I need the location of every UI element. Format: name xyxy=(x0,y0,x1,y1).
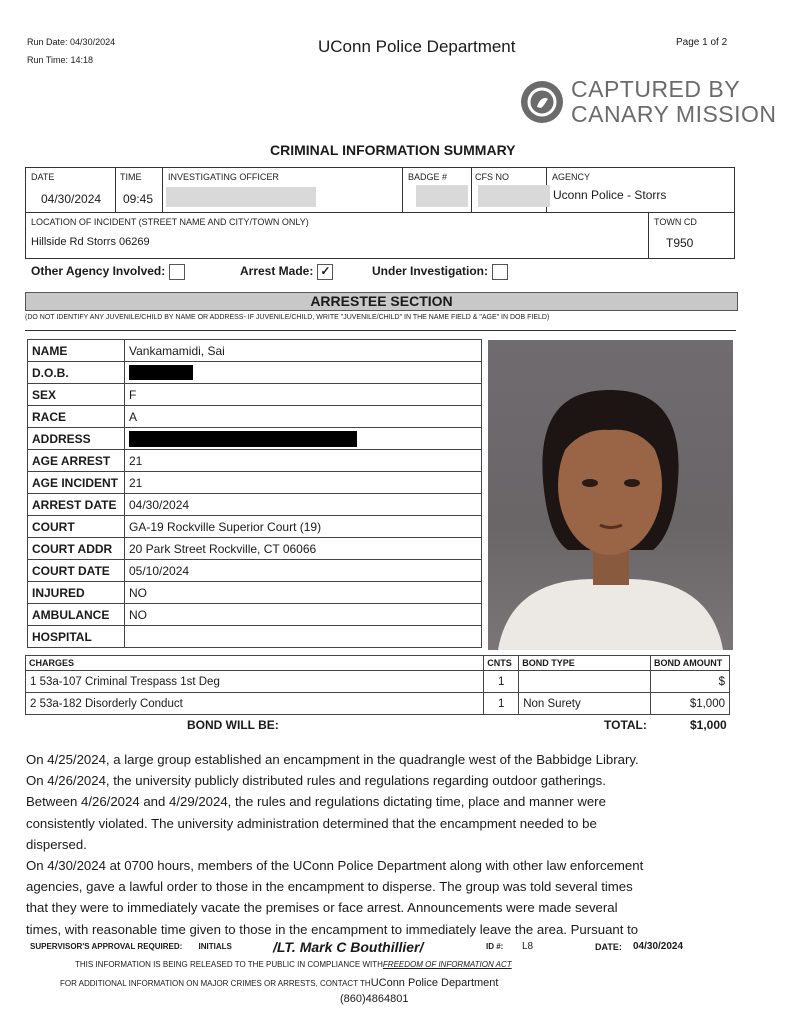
narrative-line: On 4/25/2024, a large group established an encampment in the quadrangle west of the Babbidge Library. xyxy=(26,752,639,767)
arrestee-field-label: ADDRESS xyxy=(28,428,125,450)
arrestee-section-title: ARRESTEE SECTION xyxy=(25,292,738,311)
charge-text: 1 53a-107 Criminal Trespass 1st Deg xyxy=(26,671,484,693)
bond-type xyxy=(519,671,651,693)
incident-time: 09:45 xyxy=(123,192,154,206)
narrative-line: On 4/26/2024, the university publicly distributed rules and regulations regarding outdoor gatherings. xyxy=(26,773,606,789)
arrestee-field-value: F xyxy=(125,384,482,406)
arrestee-row xyxy=(28,428,482,450)
arrestee-row xyxy=(28,582,482,604)
arrestee-field-label: ARREST DATE xyxy=(28,494,125,516)
arrestee-field-value xyxy=(125,428,482,450)
arrestee-field-label: NAME xyxy=(28,340,125,362)
incident-location: Hillside Rd Storrs 06269 xyxy=(31,236,150,248)
arrest-made-flag: Arrest Made: ✓ xyxy=(240,264,333,280)
arrestee-field-value: Vankamamidi, Sai xyxy=(125,340,482,362)
bond-will-be: BOND WILL BE: xyxy=(187,718,279,732)
arrestee-row xyxy=(28,362,482,384)
arrestee-field-label: AGE ARREST xyxy=(28,450,125,472)
charge-text: 2 53a-182 Disorderly Conduct xyxy=(26,693,484,715)
charges-table xyxy=(25,655,730,715)
arrestee-field-label: HOSPITAL xyxy=(28,626,125,648)
arrestee-row xyxy=(28,560,482,582)
agency: Uconn Police - Storrs xyxy=(553,188,667,202)
narrative-line: agencies, gave a lawful order to those in the encampment to disperse. The group was told several times xyxy=(26,879,633,895)
arrestee-field-label: INJURED xyxy=(28,582,125,604)
charge-row xyxy=(26,693,730,715)
incident-box: DATE 04/30/2024 TIME 09:45 INVESTIGATING OFFICER BADGE # CFS NO AGENCY Uconn Police - Storrs LOCATION OF INCIDENT (STREET NAME AND CITY/TOWN ONLY) Hillside Rd Storrs 06269 TOWN CD T950 xyxy=(25,167,735,259)
arrestee-row xyxy=(28,604,482,626)
bond-type: Non Surety xyxy=(519,693,651,715)
arrestee-field-value: 20 Park Street Rockville, CT 06066 xyxy=(125,538,482,560)
canary-logo-icon xyxy=(521,81,563,123)
narrative-line: dispersed. xyxy=(26,836,87,852)
supervisor-initials: /LT. Mark C Bouthillier/ xyxy=(273,939,424,955)
arrestee-row xyxy=(28,384,482,406)
arrestee-row xyxy=(28,472,482,494)
arrestee-field-value: 21 xyxy=(125,450,482,472)
charge-count: 1 xyxy=(484,693,519,715)
id-label: ID #: xyxy=(486,942,504,951)
arrestee-row xyxy=(28,494,482,516)
arrestee-field-value xyxy=(125,362,482,384)
bond-amount: $ xyxy=(651,671,730,693)
narrative-line: Between 4/26/2024 and 4/29/2024, the rules and regulations dictating time, place and manner were xyxy=(26,794,606,810)
arrestee-row xyxy=(28,450,482,472)
other-agency-checkbox xyxy=(169,264,185,280)
department-title: UConn Police Department xyxy=(318,37,516,56)
bond-amount: $1,000 xyxy=(651,693,730,715)
address-redaction xyxy=(129,431,357,447)
total-amount: $1,000 xyxy=(690,718,727,732)
charges-header: CHARGES xyxy=(26,656,484,671)
cnts-header: CNTS xyxy=(484,656,519,671)
other-agency-flag: Other Agency Involved: xyxy=(31,264,185,280)
officer-redaction xyxy=(166,187,316,207)
contact-phone: (860)4864801 xyxy=(340,993,409,1005)
release-line: THIS INFORMATION IS BEING RELEASED TO THE PUBLIC IN COMPLIANCE WITHFREEDOM OF INFORMATION ACT xyxy=(75,960,512,969)
footer-date: 04/30/2024 xyxy=(633,941,684,952)
id-value: L8 xyxy=(522,941,534,952)
arrestee-field-value: 05/10/2024 xyxy=(125,560,482,582)
total-label: TOTAL: xyxy=(604,718,647,732)
dob-redaction xyxy=(129,365,193,380)
arrestee-row xyxy=(28,626,482,648)
arrestee-row xyxy=(28,516,482,538)
arrestee-photo xyxy=(488,340,733,650)
arrestee-field-label: AGE INCIDENT xyxy=(28,472,125,494)
watermark-text: CAPTURED BY CANARY MISSION xyxy=(571,76,777,127)
arrestee-field-label: D.O.B. xyxy=(28,362,125,384)
arrestee-row xyxy=(28,340,482,362)
arrestee-field-value xyxy=(125,626,482,648)
narrative-line: On 4/30/2024 at 0700 hours, members of the UConn Police Department along with other law enforcement xyxy=(26,858,644,874)
arrestee-table xyxy=(27,339,482,648)
arrestee-field-label: COURT xyxy=(28,516,125,538)
narrative xyxy=(26,749,766,940)
narrative-line: times, with reasonable time given to those in the encampment to immediately leave the area. Pursuant to xyxy=(26,921,639,937)
arrestee-field-value: NO xyxy=(125,604,482,626)
bond-type-header: BOND TYPE xyxy=(519,656,651,671)
arrestee-field-value: A xyxy=(125,406,482,428)
arrestee-field-label: SEX xyxy=(28,384,125,406)
narrative-line: consistently violated. The university administration determined that the encampment needed to be xyxy=(26,815,597,831)
arrest-made-checkbox: ✓ xyxy=(317,264,333,280)
charge-count: 1 xyxy=(484,671,519,693)
incident-date: 04/30/2024 xyxy=(41,192,102,206)
town-code: T950 xyxy=(666,236,694,250)
arrestee-field-value: GA-19 Rockville Superior Court (19) xyxy=(125,516,482,538)
arrestee-row xyxy=(28,538,482,560)
supervisor-approval: SUPERVISOR'S APPROVAL REQUIRED: INITIALS xyxy=(30,942,232,951)
arrestee-row xyxy=(28,406,482,428)
page-number: Page 1 of 2 xyxy=(676,37,728,48)
arrestee-field-label: AMBULANCE xyxy=(28,604,125,626)
arrestee-field-label: RACE xyxy=(28,406,125,428)
arrestee-field-label: COURT DATE xyxy=(28,560,125,582)
contact-line: FOR ADDITIONAL INFORMATION ON MAJOR CRIMES OR ARRESTS, CONTACT THUConn Police Department xyxy=(60,977,499,989)
under-investigation-flag: Under Investigation: xyxy=(372,264,508,280)
arrestee-field-label: COURT ADDR xyxy=(28,538,125,560)
charge-row xyxy=(26,671,730,693)
juvenile-note: (DO NOT IDENTIFY ANY JUVENILE/CHILD BY NAME OR ADDRESS- IF JUVENILE/CHILD, WRITE "JUVENILE/CHILD" IN THE NAME FIELD & "AGE" IN DOB FIELD) xyxy=(25,314,550,321)
foia-link[interactable]: FREEDOM OF INFORMATION ACT xyxy=(382,960,512,969)
arrestee-field-value: 21 xyxy=(125,472,482,494)
bond-amount-header: BOND AMOUNT xyxy=(651,656,730,671)
arrestee-field-value: NO xyxy=(125,582,482,604)
arrestee-field-value: 04/30/2024 xyxy=(125,494,482,516)
narrative-line: that they were to immediately vacate the premises or face arrest. Announcements were made several xyxy=(26,900,618,916)
summary-title: CRIMINAL INFORMATION SUMMARY xyxy=(270,142,516,158)
cfs-redaction xyxy=(478,185,550,207)
under-investigation-checkbox xyxy=(492,264,508,280)
run-time: Run Time: 14:18 xyxy=(27,55,94,65)
footer-date-label: DATE: xyxy=(595,942,622,952)
run-date: Run Date: 04/30/2024 xyxy=(27,37,116,47)
badge-redaction xyxy=(416,185,468,207)
